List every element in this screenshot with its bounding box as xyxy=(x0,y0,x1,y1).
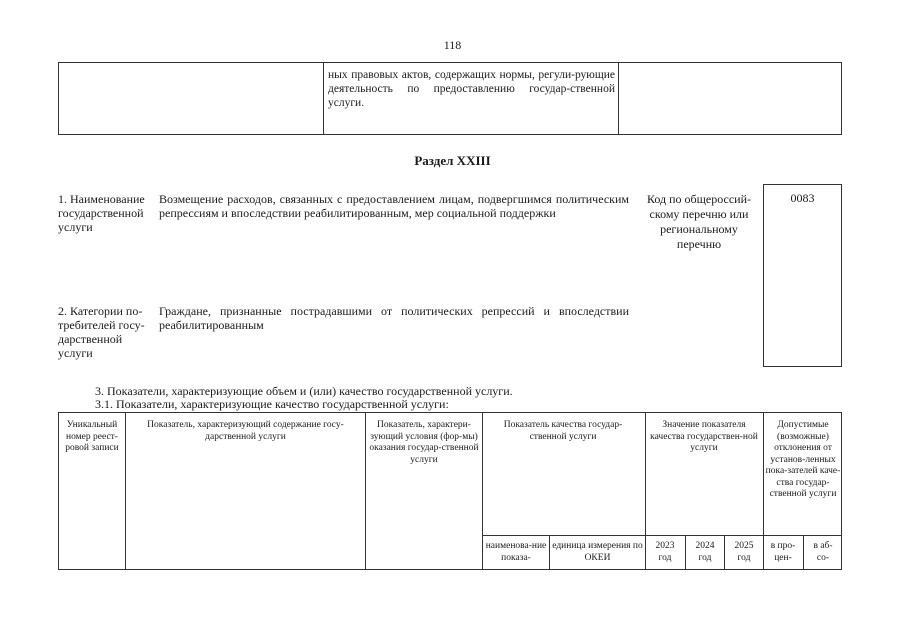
consumers-value: Граждане, признанные пострадавшими от политических репрессий и впоследствии реабилитированным xyxy=(159,304,629,332)
section-title: Раздел XXIII xyxy=(414,153,491,168)
service-name-label: 1. Наименование государственной услуги xyxy=(58,192,145,234)
table-divider xyxy=(125,412,126,570)
quality-indicators-heading: 3.1. Показатели, характеризующие качество государственной услуги: xyxy=(95,397,449,411)
page-number: 118 xyxy=(443,38,462,52)
code-value: 0083 xyxy=(790,191,815,205)
table-subdivider xyxy=(724,535,725,570)
continuation-text: ных правовых актов, содержащих нормы, регули-рующие деятельность по предоставлению государ-ственной услуги. xyxy=(328,69,615,109)
continuation-divider xyxy=(618,62,619,135)
sub-year-2024: 2024 год xyxy=(695,541,715,563)
consumers-label: 2. Категории по-требителей госу-дарственной услуги xyxy=(58,304,145,360)
col-unique-number: Уникальный номер реест-ровой записи xyxy=(65,420,119,453)
col-quality-indicator: Показатель качества государ-ственной услуги xyxy=(503,420,623,442)
code-label: Код по общероссий-скому перечню или региональному перечню xyxy=(646,192,752,251)
indicators-heading: 3. Показатели, характеризующие объем и (или) качество государственной услуги. xyxy=(95,384,513,398)
continuation-divider xyxy=(323,62,324,135)
service-name-value: Возмещение расходов, связанных с предоставлением лицам, подвергшимся политическим репрессиям и впоследствии реабилитированным, мер социальной поддержки xyxy=(159,192,629,220)
col-service-conditions: Показатель, характери-зующий условия (фор-мы) оказания государ-ственной услуги xyxy=(369,420,479,465)
sub-indicator-name: наименова-ние показа- xyxy=(485,541,547,563)
sub-absolute: в аб-со- xyxy=(813,541,833,563)
table-subdivider xyxy=(803,535,804,570)
col-indicator-value: Значение показателя качества государствен-ной услуги xyxy=(650,420,758,453)
sub-year-2025: 2025 год xyxy=(734,541,754,563)
table-divider xyxy=(365,412,366,570)
code-box xyxy=(763,184,842,367)
table-divider xyxy=(645,412,646,570)
col-service-content: Показатель, характеризующий содержание госу-дарственной услуги xyxy=(147,420,344,442)
sub-percent: в про-цен- xyxy=(770,541,796,563)
table-subdivider xyxy=(685,535,686,570)
sub-year-2023: 2023 год xyxy=(655,541,675,563)
table-subheader-line xyxy=(482,535,842,536)
sub-unit-okei: единица измерения по ОКЕИ xyxy=(552,541,643,563)
col-allowed-deviation: Допустимые (возможные) отклонения от установ-ленных пока-зателей каче-ства государ-ственной услуги xyxy=(765,420,841,499)
